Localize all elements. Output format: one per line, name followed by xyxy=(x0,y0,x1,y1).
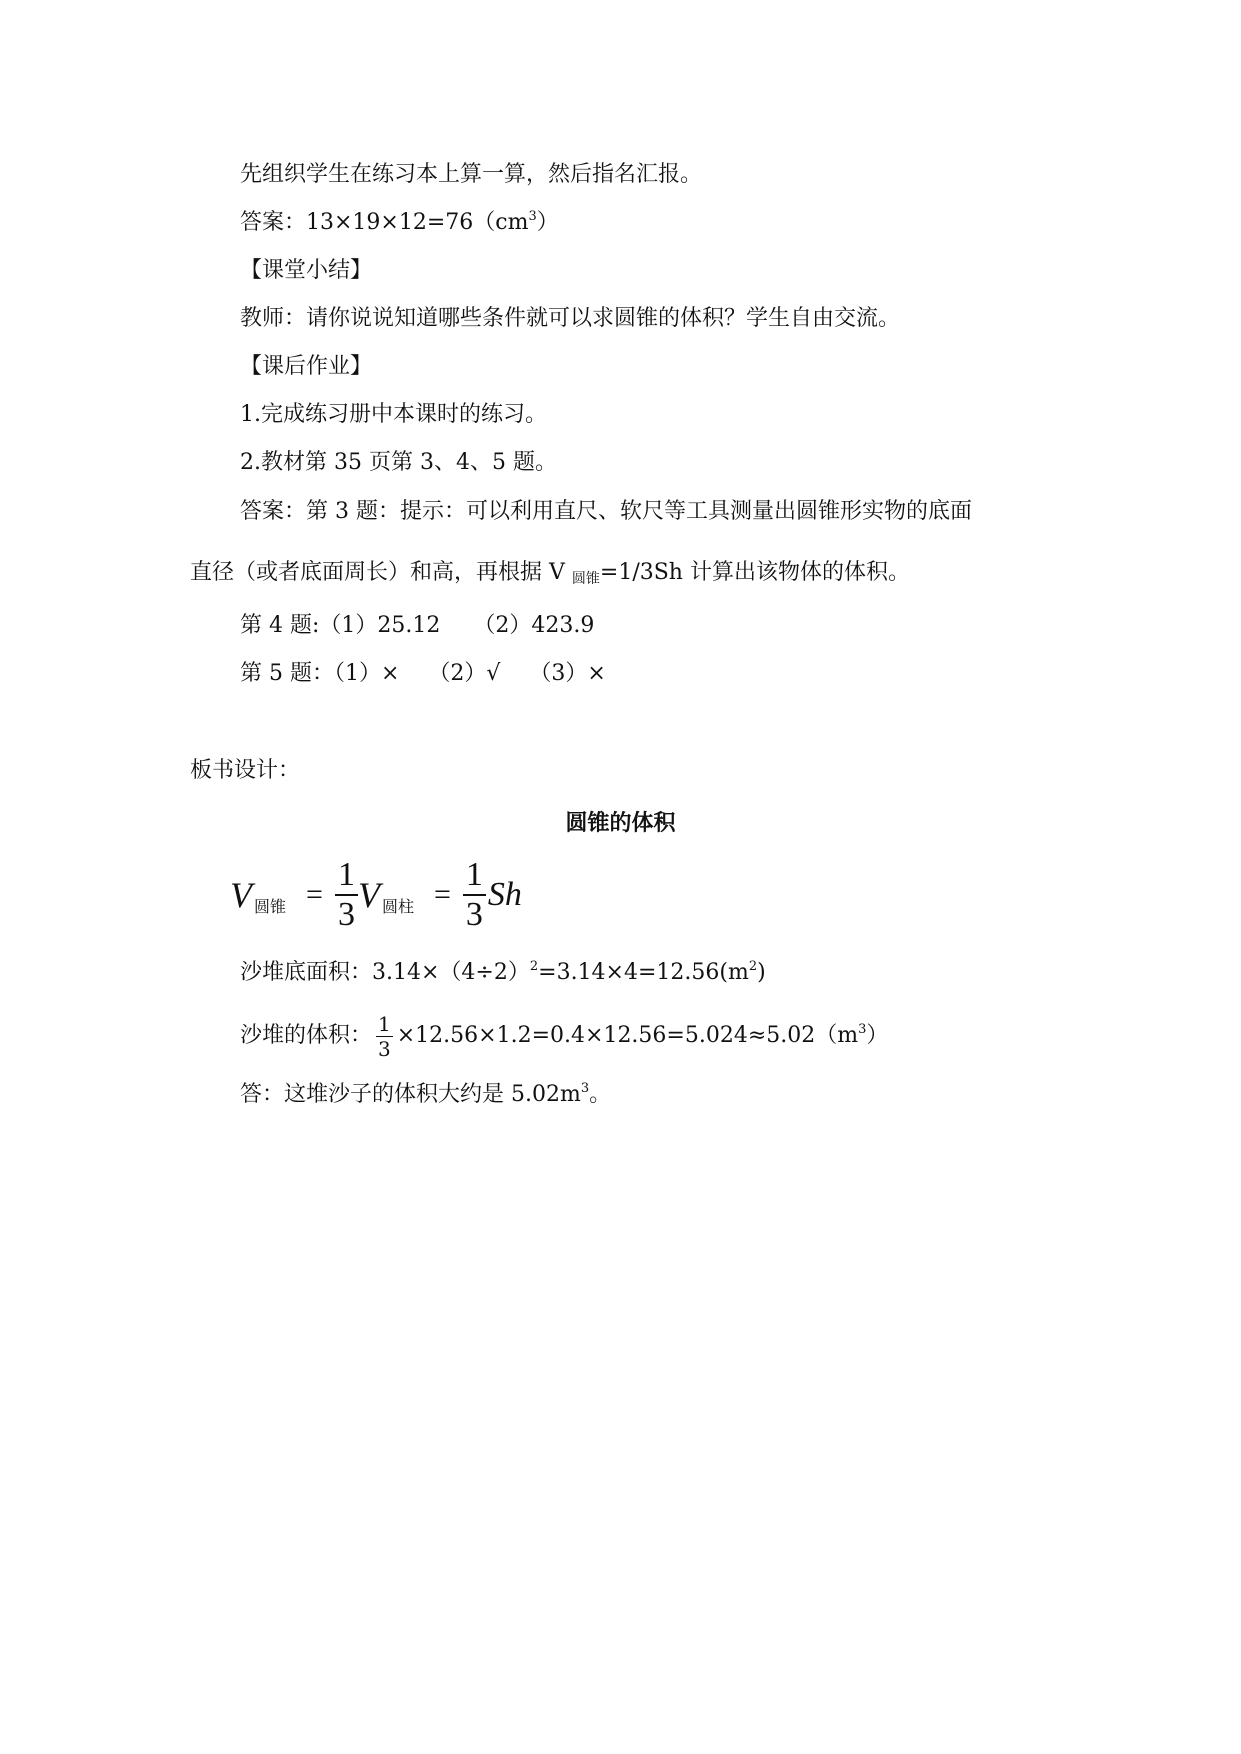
answer-line: 第 5 题：（1）× （2）√ （3）× xyxy=(240,661,606,686)
fraction: $\frac{1}{3}$ xyxy=(463,856,486,934)
list-item: 2.教材第 35 页第 3、4、5 题。 xyxy=(240,450,557,475)
answer-line: 答案：第 3 题：提示：可以利用直尺、软尺等工具测量出圆锥形实物的底面 xyxy=(240,499,972,524)
volume-formula: V 圆锥 = $\frac{1}{3}$ V 圆柱 = $\frac{1}{3}$ Sh xyxy=(230,856,522,933)
section-heading: 【课后作业】 xyxy=(240,354,373,379)
paragraph-line: 先组织学生在练习本上算一算，然后指名汇报。 xyxy=(240,162,703,187)
calc-line: 沙堆的体积： $\frac{1}{3}$ $\times 12.56\times 1.2=0.4\times 12.56=5.024\approx 5.02(m^3)$ xyxy=(240,1011,889,1061)
board-title: 圆锥的体积 xyxy=(565,811,676,836)
answer-line: 答案：$13\times 19\times 12=76(cm^3)$ xyxy=(240,209,559,235)
answer-line: 直径（或者底面周长）和高，再根据 V $_{圆锥}$=1/3Sh 计算出该物体的体积。 xyxy=(190,560,910,587)
section-heading: 【课堂小结】 xyxy=(240,258,373,283)
answer-line: 答：这堆沙子的体积大约是 $5.02m^3$。 xyxy=(240,1081,612,1107)
section-label: 板书设计： xyxy=(190,758,301,783)
calc-line: 沙堆底面积：$3.14\times(4\div 2)^2=3.14\times 4=12.56(m^2)$ xyxy=(240,959,766,985)
fraction: $\frac{1}{3}$ xyxy=(378,1011,391,1061)
fraction: $\frac{1}{3}$ xyxy=(335,856,358,934)
paragraph-line: 教师：请你说说知道哪些条件就可以求圆锥的体积？学生自由交流。 xyxy=(240,306,901,331)
answer-line: 第 4 题:（1）25.12 （2）423.9 xyxy=(240,613,595,638)
list-item: 1.完成练习册中本课时的练习。 xyxy=(240,402,547,427)
